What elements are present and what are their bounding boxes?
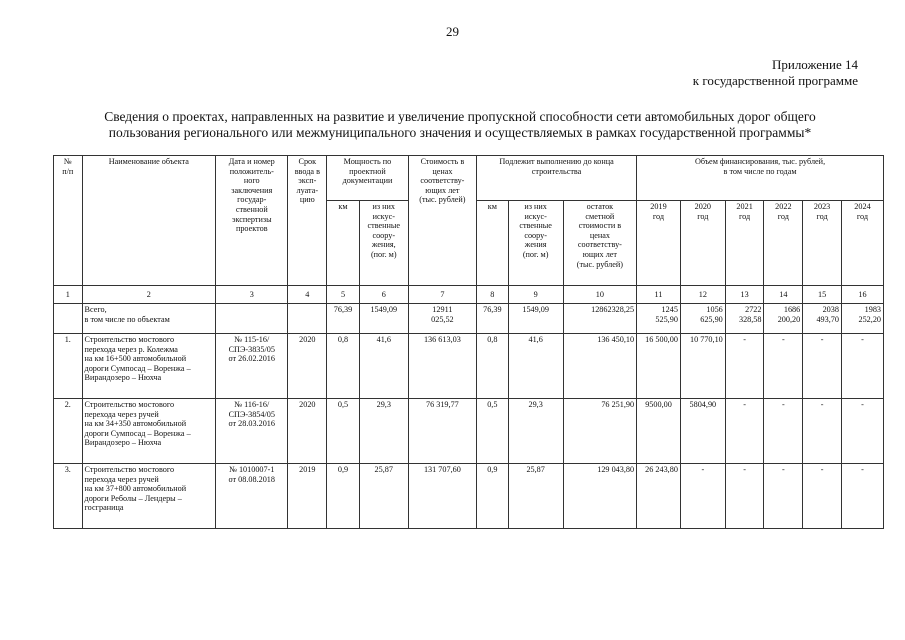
capacity-km: 0,5 <box>327 399 360 464</box>
header-remaining-cost: остаток сметной стоимости в ценах соответству- ющих лет (тыс. рублей) <box>563 201 636 286</box>
header-num: № п/п <box>54 156 83 286</box>
remaining-cost: 129 043,80 <box>563 464 636 529</box>
document-title-line-1: Сведения о проектах, направленных на развитие и увеличение пропускной способности сети автомобильных дорог общего <box>104 109 816 124</box>
total-structures: 1549,09 <box>359 304 408 334</box>
financing-2022: - <box>764 399 803 464</box>
remaining-structures: 25,87 <box>508 464 563 529</box>
header-expertise: Дата и номер положитель- ного заключения государ- ственной экспертизы проектов <box>216 156 288 286</box>
expertise-info: № 1010007-1 от 08.08.2018 <box>216 464 288 529</box>
column-number: 13 <box>725 286 764 304</box>
commission-year: 2020 <box>288 399 327 464</box>
total-num-cell <box>54 304 83 334</box>
capacity-structures: 29,3 <box>359 399 408 464</box>
column-number: 3 <box>216 286 288 304</box>
document-title-line-2: пользования регионального или межмуниципального значения и осуществляемых в рамках государственной программы* <box>108 125 812 140</box>
column-number: 11 <box>637 286 681 304</box>
object-name: Строительство мостового перехода через ручей на км 37+800 автомобильной дороги Реболы – Лендеры – госграница <box>82 464 216 529</box>
expertise-info: № 115-16/ СПЭ-3835/05 от 26.02.2016 <box>216 334 288 399</box>
total-cost: 12911 025,52 <box>408 304 476 334</box>
table-row <box>54 334 884 399</box>
header-year-2020: 2020 год <box>680 201 725 286</box>
column-number: 15 <box>803 286 842 304</box>
capacity-structures: 41,6 <box>359 334 408 399</box>
total-2020: 1056 625,90 <box>680 304 725 334</box>
remaining-cost: 136 450,10 <box>563 334 636 399</box>
financing-2022: - <box>764 464 803 529</box>
financing-2021: - <box>725 399 764 464</box>
appendix-line-2: к государственной программе <box>692 73 858 88</box>
appendix-line-1: Приложение 14 <box>771 57 858 72</box>
header-remaining-km: км <box>477 201 509 286</box>
header-capacity-km: км <box>327 201 360 286</box>
page-number: 29 <box>446 24 459 39</box>
total-term-cell <box>288 304 327 334</box>
column-number: 7 <box>408 286 476 304</box>
header-year-2022: 2022 год <box>764 201 803 286</box>
header-year-2023: 2023 год <box>803 201 842 286</box>
financing-2019: 26 243,80 <box>637 464 681 529</box>
project-cost: 136 613,03 <box>408 334 476 399</box>
financing-2023: - <box>803 334 842 399</box>
column-number: 14 <box>764 286 803 304</box>
column-number: 6 <box>359 286 408 304</box>
header-capacity: Мощность по проектной документации <box>327 156 409 201</box>
capacity-km: 0,9 <box>327 464 360 529</box>
financing-2021: - <box>725 334 764 399</box>
header-term: Срок ввода в эксп- луата- цию <box>288 156 327 286</box>
column-number: 9 <box>508 286 563 304</box>
capacity-structures: 25,87 <box>359 464 408 529</box>
financing-2022: - <box>764 334 803 399</box>
column-number: 1 <box>54 286 83 304</box>
header-financing: Объем финансирования, тыс. рублей, в том числе по годам <box>637 156 884 201</box>
commission-year: 2020 <box>288 334 327 399</box>
row-number: 3. <box>54 464 83 529</box>
total-2019: 1245 525,90 <box>637 304 681 334</box>
header-remaining-structures: из них искус- ственные соору- жения (пог. м) <box>508 201 563 286</box>
remaining-km: 0,5 <box>477 399 509 464</box>
total-2022: 1686 200,20 <box>764 304 803 334</box>
total-remaining-km: 76,39 <box>477 304 509 334</box>
remaining-cost: 76 251,90 <box>563 399 636 464</box>
total-2021: 2722 328,58 <box>725 304 764 334</box>
row-number: 2. <box>54 399 83 464</box>
remaining-structures: 29,3 <box>508 399 563 464</box>
financing-2019: 16 500,00 <box>637 334 681 399</box>
header-capacity-structures: из них искус- ственные соору- жения, (пог. м) <box>359 201 408 286</box>
column-number-row <box>54 286 884 304</box>
header-year-2024: 2024 год <box>841 201 883 286</box>
total-expertise-cell <box>216 304 288 334</box>
header-cost: Стоимость в ценах соответству- ющих лет (тыс. рублей) <box>408 156 476 286</box>
project-cost: 131 707,60 <box>408 464 476 529</box>
table-row <box>54 464 884 529</box>
financing-2020: - <box>680 464 725 529</box>
header-remaining: Подлежит выполнению до конца строительства <box>477 156 637 201</box>
column-number: 16 <box>841 286 883 304</box>
table-row <box>54 399 884 464</box>
capacity-km: 0,8 <box>327 334 360 399</box>
header-object-name: Наименование объекта <box>82 156 216 286</box>
document-title <box>60 109 860 141</box>
expertise-info: № 116-16/ СПЭ-3854/05 от 28.03.2016 <box>216 399 288 464</box>
remaining-km: 0,8 <box>477 334 509 399</box>
total-remaining-cost: 12862328,25 <box>563 304 636 334</box>
financing-2024: - <box>841 399 883 464</box>
financing-2024: - <box>841 464 883 529</box>
financing-2020: 10 770,10 <box>680 334 725 399</box>
total-remaining-structures: 1549,09 <box>508 304 563 334</box>
financing-2024: - <box>841 334 883 399</box>
total-2023: 2038 493,70 <box>803 304 842 334</box>
commission-year: 2019 <box>288 464 327 529</box>
header-year-2019: 2019 год <box>637 201 681 286</box>
financing-2019: 9500,00 <box>637 399 681 464</box>
financing-2021: - <box>725 464 764 529</box>
header-row-1 <box>54 156 884 201</box>
projects-table <box>53 155 884 529</box>
remaining-structures: 41,6 <box>508 334 563 399</box>
total-label: Всего, в том числе по объектам <box>82 304 216 334</box>
column-number: 2 <box>82 286 216 304</box>
total-row <box>54 304 884 334</box>
column-number: 8 <box>477 286 509 304</box>
column-number: 4 <box>288 286 327 304</box>
row-number: 1. <box>54 334 83 399</box>
column-number: 5 <box>327 286 360 304</box>
financing-2023: - <box>803 464 842 529</box>
object-name: Строительство мостового перехода через р. Колежма на км 16+500 автомобильной дороги Сумпосад – Воренжа – Вирандозеро – Нюхча <box>82 334 216 399</box>
remaining-km: 0,9 <box>477 464 509 529</box>
total-2024: 1983 252,20 <box>841 304 883 334</box>
appendix-label <box>693 57 858 89</box>
total-km: 76,39 <box>327 304 360 334</box>
financing-2020: 5804,90 <box>680 399 725 464</box>
header-year-2021: 2021 год <box>725 201 764 286</box>
project-cost: 76 319,77 <box>408 399 476 464</box>
column-number: 12 <box>680 286 725 304</box>
column-number: 10 <box>563 286 636 304</box>
financing-2023: - <box>803 399 842 464</box>
object-name: Строительство мостового перехода через ручей на км 34+350 автомобильной дороги Сумпосад – Воренжа – Вирандозеро – Нюхча <box>82 399 216 464</box>
